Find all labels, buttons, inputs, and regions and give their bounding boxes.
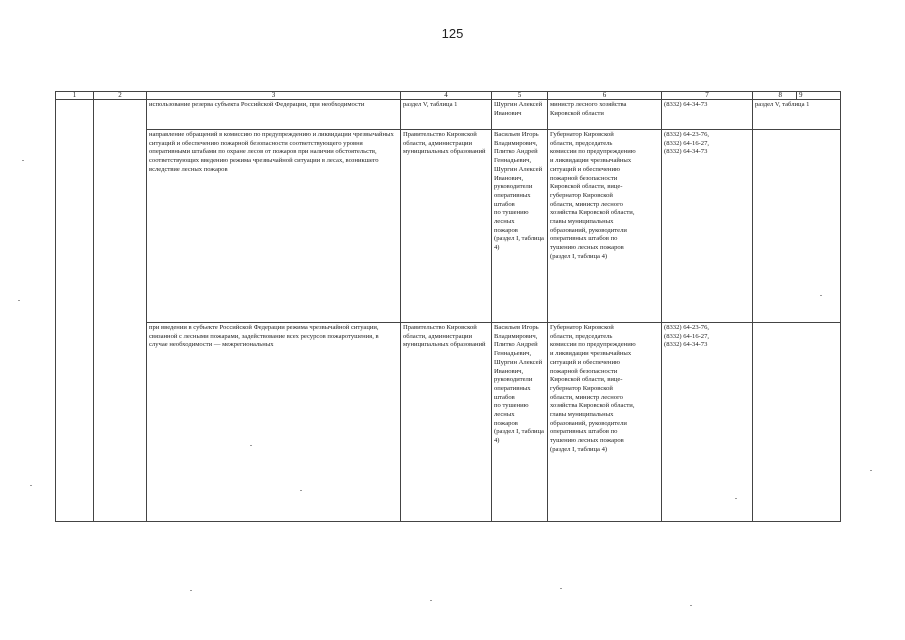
cell-reference bbox=[753, 323, 841, 522]
column-number: 2 bbox=[94, 92, 147, 100]
column-number: 8 bbox=[753, 92, 797, 100]
scan-speck bbox=[870, 470, 872, 471]
document-table bbox=[55, 91, 841, 522]
scan-speck bbox=[22, 160, 24, 161]
cell-phone: (8332) 64-23-76, (8332) 64-16-27, (8332) 64-34-73 bbox=[662, 323, 753, 522]
scan-speck bbox=[30, 485, 32, 486]
cell-position: министр лесного хозяйства Кировской области bbox=[548, 100, 662, 130]
cell-position: Губернатор Кировской области, председатель комиссии по предупреждению и ликвидации чрезвычайных ситуаций и обеспечению пожарной безопасности Кировской области, вице- губернатор Кировской области, министр лесного хозяйства Кировской области, главы муниципальных образований, руководители оперативных штабов по тушению лесных пожаров (раздел I, таблица 4) bbox=[548, 323, 662, 522]
table-row bbox=[56, 100, 841, 130]
scan-speck bbox=[430, 600, 432, 601]
cell-phone: (8332) 64-34-73 bbox=[662, 100, 753, 130]
column-number: 5 bbox=[492, 92, 548, 100]
scan-speck bbox=[735, 498, 737, 499]
cell-executor-org: Правительство Кировской области, администрации муниципальных образований bbox=[401, 130, 492, 323]
cell-responsible-person: Васильев Игорь Владимирович, Плитко Андрей Геннадьевич, Шургин Алексей Иванович, руководители оперативных штабов по тушению лесных пожаров (раздел I, таблица 4) bbox=[492, 130, 548, 323]
column-number: 7 bbox=[662, 92, 753, 100]
column-number: 4 bbox=[401, 92, 492, 100]
scan-speck bbox=[18, 300, 20, 301]
cell-position: Губернатор Кировской области, председатель комиссии по предупреждению и ликвидации чрезвычайных ситуаций и обеспечению пожарной безопасности Кировской области, вице- губернатор Кировской области, министр лесного хозяйства Кировской области, главы муниципальных образований, руководители оперативных штабов по тушению лесных пожаров (раздел I, таблица 4) bbox=[548, 130, 662, 323]
cell-measure: направление обращений в комиссию по предупреждению и ликвидации чрезвычайных ситуаций и обеспечению пожарной безопасности соответствующего уровня оперативными штабами по охране лесов от пожаров при наличии обстоятельств, соответствующих введению режима чрезвычайной ситуации в лесах, возникшего вследствие лесных пожаров bbox=[147, 130, 401, 323]
column-number: 6 bbox=[548, 92, 662, 100]
cell-executor-org: Правительство Кировской области, администрации муниципальных образований bbox=[401, 323, 492, 522]
cell-executor-org: раздел V, таблица 1 bbox=[401, 100, 492, 130]
scan-speck bbox=[300, 490, 302, 491]
scan-speck bbox=[560, 588, 562, 589]
cell-measure: использование резерва субъекта Российской Федерации, при необходимости bbox=[147, 100, 401, 130]
cell-measure: при введении в субъекте Российской Федерации режима чрезвычайной ситуации, связанной с лесными пожарами, задействование всех ресурсов пожаротушения, в случае необходимости — межрегиональных bbox=[147, 323, 401, 522]
column-number-row bbox=[56, 92, 841, 100]
table-row bbox=[56, 130, 841, 323]
table-row bbox=[56, 323, 841, 522]
cell-col2 bbox=[94, 100, 147, 522]
cell-col1 bbox=[56, 100, 94, 522]
cell-reference bbox=[753, 130, 841, 323]
scan-speck bbox=[190, 590, 192, 591]
cell-responsible-person: Шургин Алексей Иванович bbox=[492, 100, 548, 130]
scan-speck bbox=[250, 445, 252, 446]
cell-phone: (8332) 64-23-76, (8332) 64-16-27, (8332) 64-34-73 bbox=[662, 130, 753, 323]
column-number: 9 bbox=[797, 92, 841, 100]
scan-speck bbox=[820, 295, 822, 296]
column-number: 3 bbox=[147, 92, 401, 100]
cell-responsible-person: Васильев Игорь Владимирович, Плитко Андрей Геннадьевич, Шургин Алексей Иванович, руководители оперативных штабов по тушению лесных пожаров (раздел I, таблица 4) bbox=[492, 323, 548, 522]
scan-speck bbox=[690, 605, 692, 606]
page-number: 125 bbox=[441, 26, 464, 41]
column-number: 1 bbox=[56, 92, 94, 100]
cell-reference: раздел V, таблица 1 bbox=[753, 100, 841, 130]
